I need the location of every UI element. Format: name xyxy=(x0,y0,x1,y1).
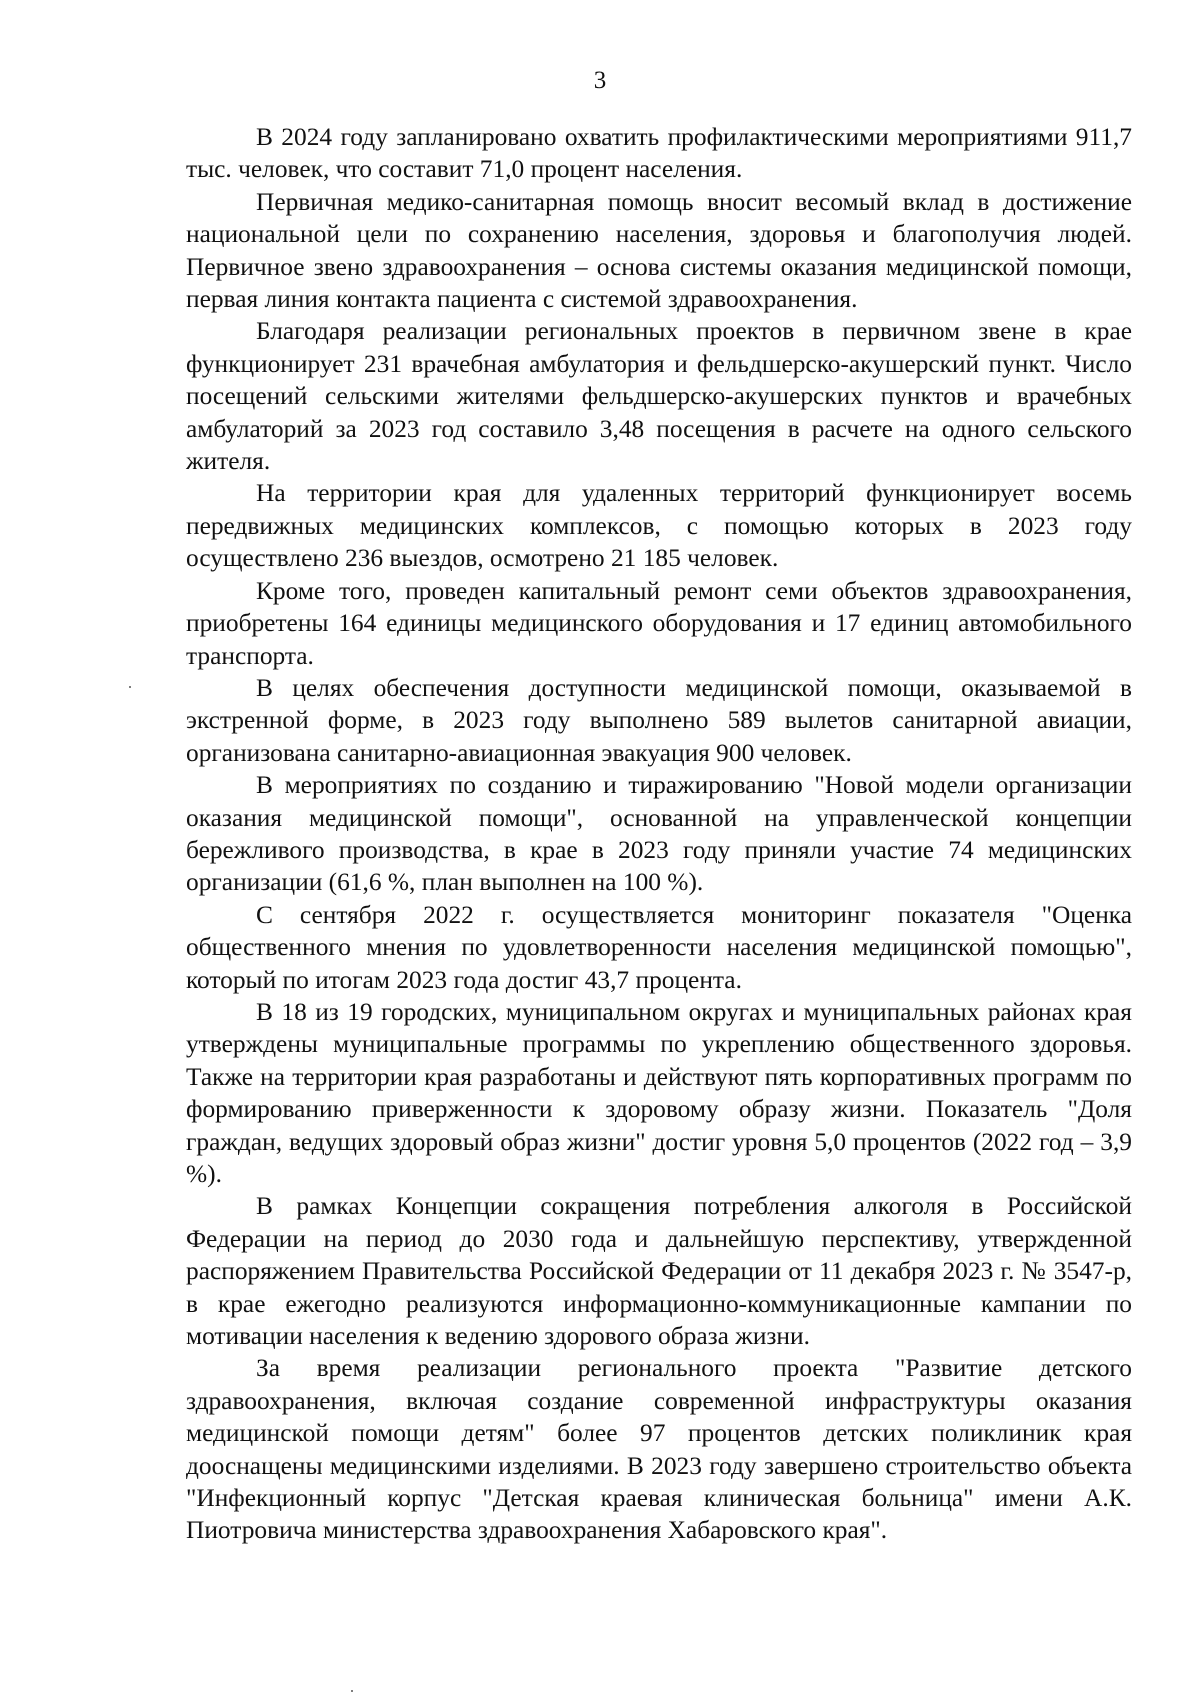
paragraph-child-healthcare: За время реализации регионального проекта "Развитие детского здравоохранения, включая создание современной инфраструктуры оказания медицинской помощи детям" более 97 процентов детских поликлиник края дооснащены медицинскими изделиями. В 2023 году завершено строительство объекта "Инфекционный корпус "Детская краевая клиническая больница" имени А.К. Пиотровича министерства здравоохранения Хабаровского края". xyxy=(186,1354,1132,1545)
paragraph-municipal-programs: В 18 из 19 городских, муниципальном округах и муниципальных районах края утверждены муниципальные программы по укреплению общественного здоровья. Также на территории края разработаны и действуют пять корпоративных программ по формированию приверженности к здоровому образу жизни. Показатель "Доля граждан, ведущих здоровый образ жизни" достиг уровня 5,0 процентов (2022 год – 3,9 %). xyxy=(186,997,1132,1188)
scan-speck xyxy=(351,1690,353,1692)
paragraph-air-ambulance: В целях обеспечения доступности медицинской помощи, оказываемой в экстренной форме, в 2023 году выполнено 589 вылетов санитарной авиации, организована санитарно-авиационная эвакуация 900 человек. xyxy=(186,673,1132,767)
paragraph-capital-repair: Кроме того, проведен капитальный ремонт семи объектов здравоохранения, приобретены 164 единицы медицинского оборудования и 17 единиц автомобильного транспорта. xyxy=(186,576,1132,670)
paragraph-new-model: В мероприятиях по созданию и тиражированию "Новой модели организации оказания медицинской помощи", основанной на управленческой концепции бережливого производства, в крае в 2023 году приняли участие 74 медицинских организации (61,6 %, план выполнен на 100 %). xyxy=(186,771,1132,897)
paragraph-public-opinion: С сентября 2022 г. осуществляется мониторинг показателя "Оценка общественного мнения по удовлетворенности населения медицинской помощью", который по итогам 2023 года достиг 43,7 процента. xyxy=(186,900,1132,994)
document-body xyxy=(186,121,1132,1547)
paragraph-regional-projects: Благодаря реализации региональных проектов в первичном звене в крае функционирует 231 врачебная амбулатория и фельдшерско-акушерский пункт. Число посещений сельскими жителями фельдшерско-акушерских пунктов и врачебных амбулаторий за 2023 год составило 3,48 посещения в расчете на одного сельского жителя. xyxy=(186,317,1132,476)
paragraph-mobile-complexes: На территории края для удаленных территорий функционирует восемь передвижных медицинских комплексов, с помощью которых в 2023 году осуществлено 236 выездов, осмотрено 21 185 человек. xyxy=(186,479,1132,573)
paragraph-primary-care: Первичная медико-санитарная помощь вносит весомый вклад в достижение национальной цели по сохранению населения, здоровья и благополучия людей. Первичное звено здравоохранения – основа системы оказания медицинской помощи, первая линия контакта пациента с системой здравоохранения. xyxy=(186,187,1132,314)
paragraph-alcohol-concept: В рамках Концепции сокращения потребления алкоголя в Российской Федерации на период до 2030 года и дальнейшую перспективу, утвержденной распоряжением Правительства Российской Федерации от 11 декабря 2023 г. № 3547-р, в крае ежегодно реализуются информационно-коммуникационные кампании по мотивации населения к ведению здорового образа жизни. xyxy=(186,1192,1132,1351)
page-number: 3 xyxy=(593,67,607,94)
paragraph-prevention-coverage: В 2024 году запланировано охватить профилактическими мероприятиями 911,7 тыс. человек, что составит 71,0 процент населения. xyxy=(186,123,1132,184)
scan-speck xyxy=(129,686,131,688)
